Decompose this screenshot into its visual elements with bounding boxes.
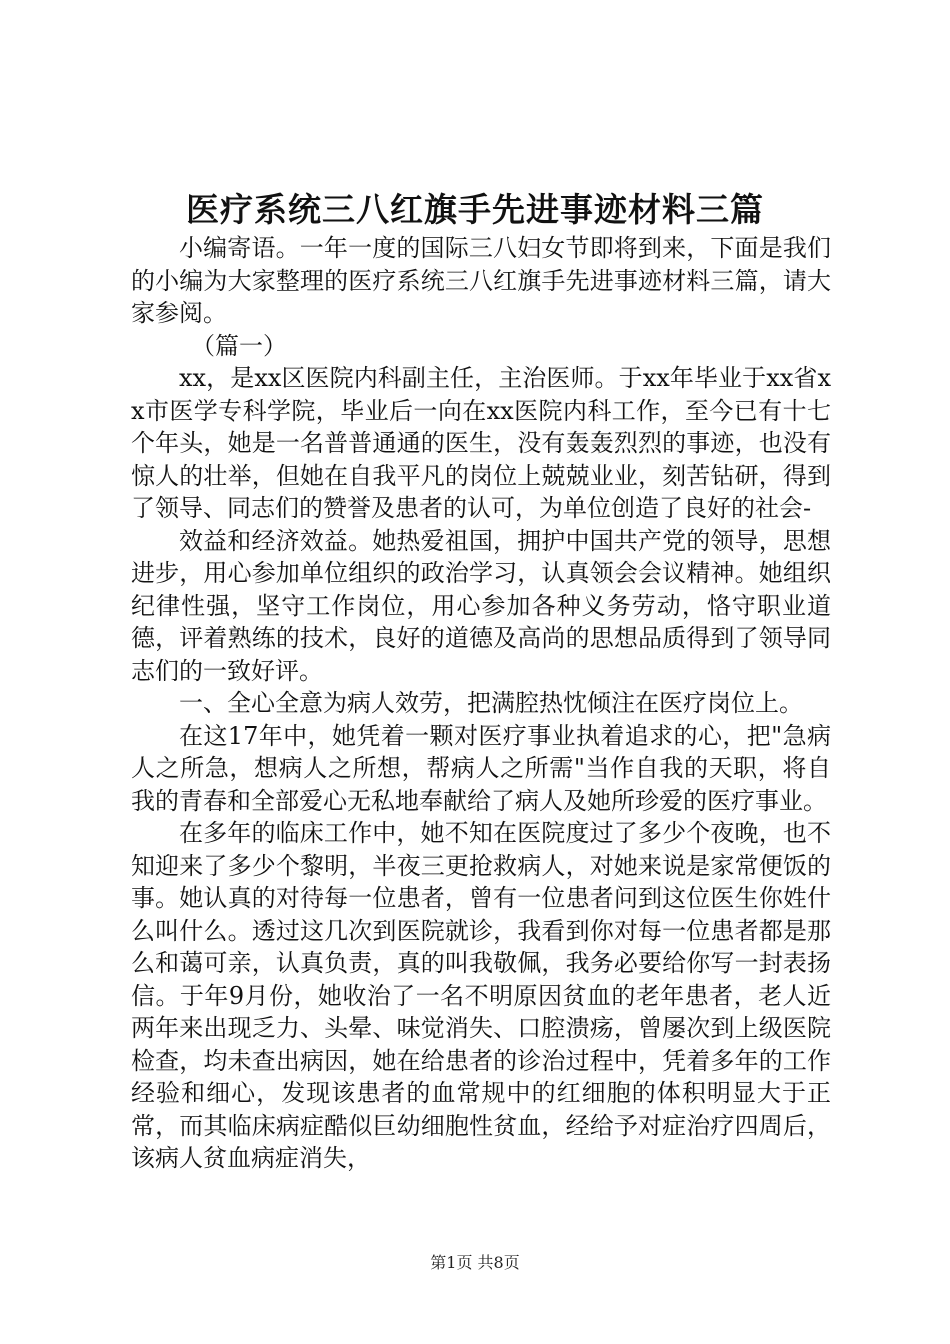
intro-paragraph: 小编寄语。一年一度的国际三八妇女节即将到来，下面是我们的小编为大家整理的医疗系统三八红旗手先进事迹材料三篇，请大家参阅。 — [131, 234, 831, 327]
page-number-footer: 第1页 共8页 — [430, 1253, 520, 1272]
section-heading: （篇一） — [191, 331, 287, 360]
document-body — [131, 232, 831, 1175]
subsection-heading: 一、全心全意为病人效劳，把满腔热忱倾注在医疗岗位上。 — [179, 689, 803, 717]
body-paragraph: 在这17年中，她凭着一颗对医疗事业执着追求的心，把"急病人之所急，想病人之所想，帮病人之所需"当作自我的天职，将自我的青春和全部爱心无私地奉献给了病人及她所珍爱的医疗事业。 — [131, 721, 831, 815]
body-paragraph: 效益和经济效益。她热爱祖国，拥护中国共产党的领导，思想进步，用心参加单位组织的政治学习，认真领会会议精神。她组织纪律性强，坚守工作岗位，用心参加各种义务劳动，恪守职业道德，评着熟练的技术，良好的道德及高尚的思想品质得到了领导同志们的一致好评。 — [131, 526, 831, 685]
document-title: 医疗系统三八红旗手先进事迹材料三篇 — [186, 190, 764, 229]
body-paragraph: 在多年的临床工作中，她不知在医院度过了多少个夜晚，也不知迎来了多少个黎明，半夜三更抢救病人，对她来说是家常便饭的事。她认真的对待每一位患者，曾有一位患者问到这位医生你姓什么叫什么。透过这几次到医院就诊，我看到你对每一位患者都是那么和蔼可亲，认真负责，真的叫我敬佩，我务必要给你写一封表扬信。于年9月份，她收治了一名不明原因贫血的老年患者，老人近两年来出现乏力、头晕、味觉消失、口腔溃疡，曾屡次到上级医院检查，均未查出病因，她在给患者的诊治过程中，凭着多年的工作经验和细心，发现该患者的血常规中的红细胞的体积明显大于正常，而其临床病症酷似巨幼细胞性贫血，经给予对症治疗四周后，该病人贫血病症消失， — [131, 819, 831, 1172]
body-paragraph: xx，是xx区医院内科副主任，主治医师。于xx年毕业于xx省xx市医学专科学院，毕业后一向在xx医院内科工作，至今已有十七个年头，她是一名普普通通的医生，没有轰轰烈烈的事迹，也没有惊人的壮举，但她在自我平凡的岗位上兢兢业业，刻苦钻研，得到了领导、同志们的赞誉及患者的认可，为单位创造了良好的社会- — [131, 364, 831, 522]
